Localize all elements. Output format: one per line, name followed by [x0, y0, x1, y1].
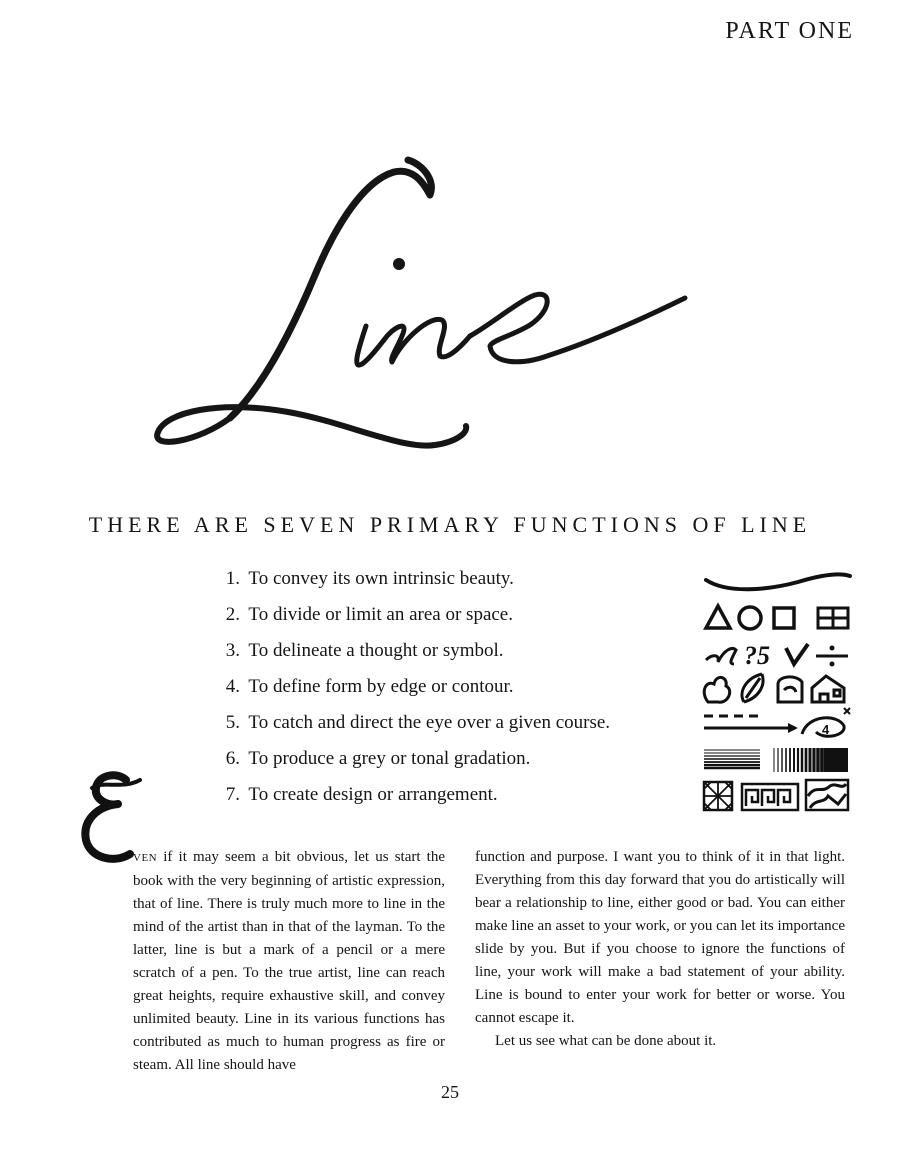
list-item [190, 602, 690, 638]
curve-line-icon [698, 560, 858, 596]
part-title: PART ONE [725, 18, 854, 44]
list-item-text: To catch and direct the eye over a given course. [248, 712, 611, 733]
body-column-left [83, 846, 445, 1077]
contour-forms-icon [698, 668, 858, 704]
list-item-number: 7. [225, 784, 240, 805]
body-paragraph: Let us see what can be done about it. [495, 1033, 717, 1049]
list-item-number: 4. [225, 676, 240, 697]
list-item-number: 5. [225, 712, 240, 733]
direction-arrows-icon [698, 704, 858, 740]
list-item-text: To create design or arrangement. [248, 784, 498, 805]
geometric-shapes-icon [698, 596, 858, 632]
list-item [190, 782, 690, 818]
list-item [190, 566, 690, 602]
svg-text:?5: ?5 [744, 641, 770, 670]
list-item-text: To convey its own intrinsic beauty. [248, 568, 514, 589]
list-item-text: To delineate a thought or symbol. [248, 640, 504, 661]
list-item-number: 6. [225, 748, 240, 769]
svg-text:4: 4 [822, 722, 830, 737]
list-item-number: 1. [225, 568, 240, 589]
list-item-number: 2. [225, 604, 240, 625]
body-paragraph [83, 846, 445, 1077]
section-subtitle: THERE ARE SEVEN PRIMARY FUNCTIONS OF LINE [88, 512, 812, 537]
function-illustrations [698, 560, 858, 812]
list-item-number: 3. [225, 640, 240, 661]
body-paragraph: function and purpose. I want you to think of it in that light. Everything from this day forward that you do artistically will bear a relationship to line, either good or bad. You can either make line an asset to your work, or you can let its importance slide by you. But if you choose to ignore the functions of line, your work will make a bad statement of your ability. Line is bound to enter your work for better or worse. You cannot escape it. [475, 849, 845, 1026]
small-caps-lead: VEN [133, 852, 158, 864]
list-item-text: To divide or limit an area or space. [248, 604, 513, 625]
list-item-text: To define form by edge or contour. [248, 676, 514, 697]
functions-list [190, 566, 690, 818]
design-patterns-icon [698, 776, 858, 812]
body-text-left: if it may seem a bit obvious, let us start the book with the very beginning of artistic expression, that of line. There is truly much more to line in the mind of the artist than in that of the layman. To the latter, line is but a mark of a pencil or a mere scratch of a pen. To the true artist, line can reach great heights, require exhaustive skill, and convey unlimited beauty. Line in its various functions has contributed as much to human progress as fire or steam. All line should have [133, 849, 445, 1073]
list-item [190, 638, 690, 674]
list-item [190, 674, 690, 710]
body-column-right [475, 846, 845, 1053]
symbols-icon [698, 632, 858, 668]
hero-script-word [140, 150, 700, 470]
list-item [190, 710, 690, 746]
page-number: 25 [441, 1082, 459, 1102]
list-item [190, 746, 690, 782]
list-item-text: To produce a grey or tonal gradation. [248, 748, 531, 769]
tonal-gradation-icon [698, 740, 858, 776]
